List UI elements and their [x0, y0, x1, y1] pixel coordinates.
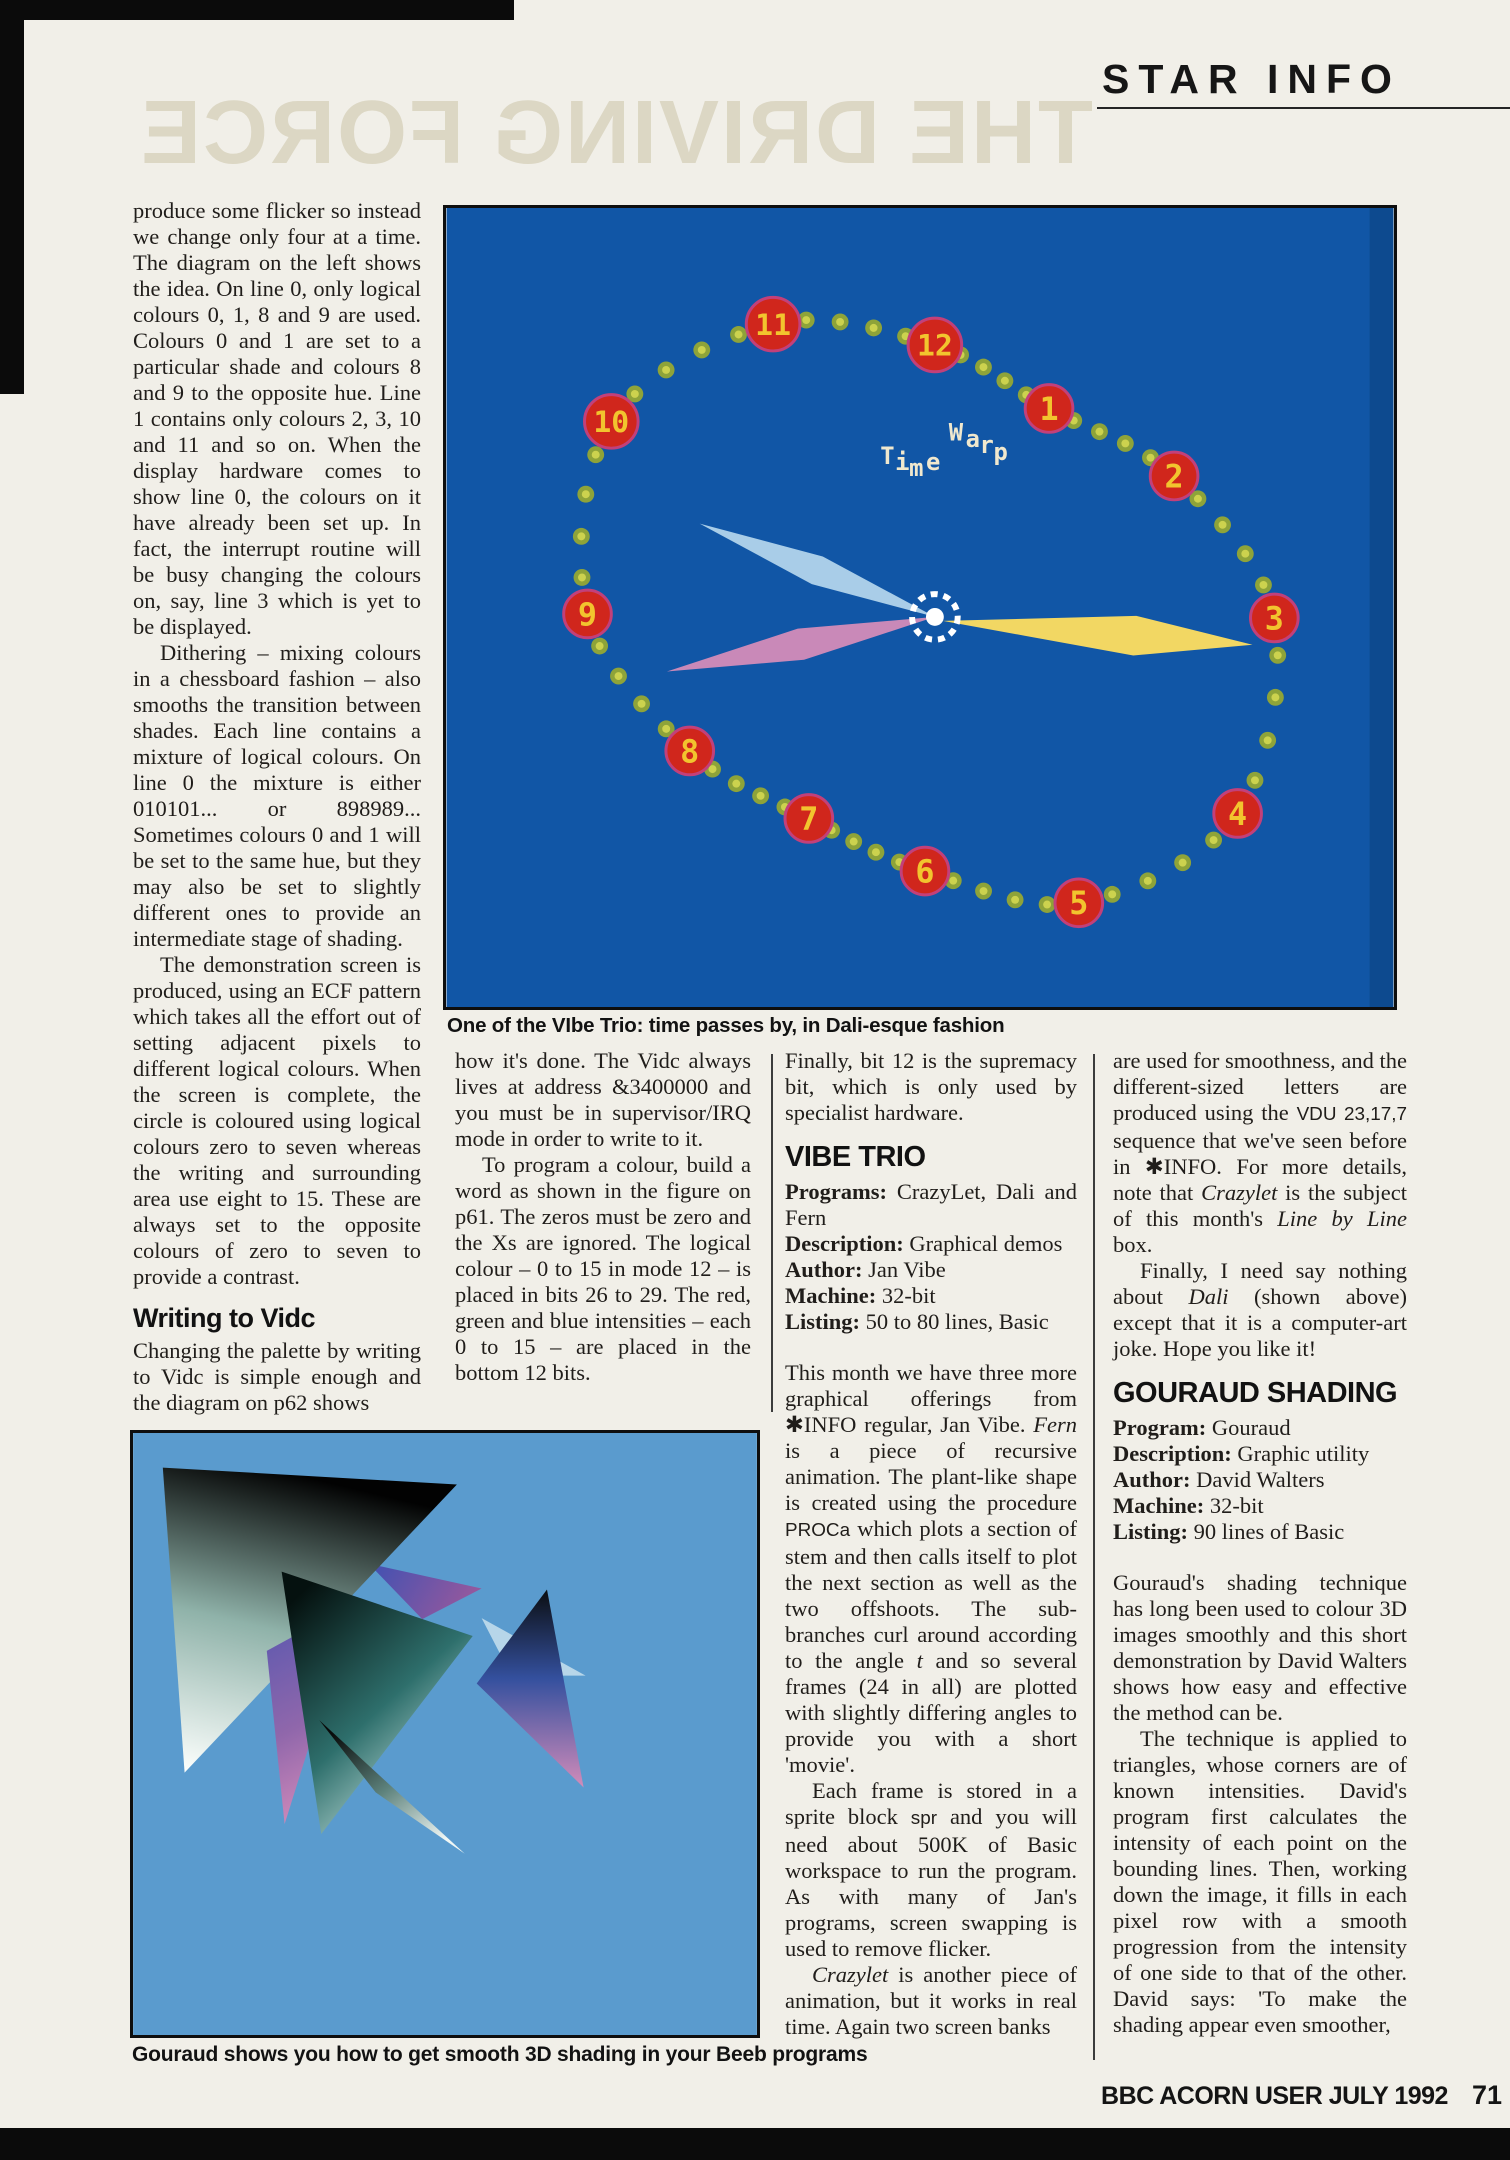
writing-to-vidc-heading: Writing to Vidc [133, 1303, 316, 1333]
clock-numeral: 12 [916, 328, 953, 364]
vibe-column [785, 1048, 1077, 2040]
magazine-title: BBC ACORN USER JULY 1992 [1101, 2082, 1448, 2110]
time-warp-letter: e [925, 448, 941, 477]
clock-numeral: 1 [1039, 391, 1059, 428]
dali-clock-image [443, 205, 1397, 1010]
left-column-text-2: Changing the palette by writing to Vidc is simple enough and the diagram on p62 shows [133, 1338, 421, 1415]
middle-column-text: how it's done. The Vidc always lives at address &3400000 and you must be in supervisor/IRQ mode in order to write to it. To program a colour, build a word as shown in the figure on p61. The zeros must be zero and the Xs are ignored. The logical colour – 0 to 15 in mode 12 – is placed in bits 26 to 29. The red, green and blue intensities – each 0 to 15 – are placed in the bottom 12 bits. [455, 1048, 751, 1385]
scan-edge-top [0, 0, 514, 20]
right-column-text-2: Gouraud's shading technique has long been used to colour 3D images smoothly and this short demonstration by David Walters shows how easy and effective the method can be. The technique is applied to triangles, whose corners are of known intensities. David's program first calculates the intensity of each point on the bounding lines. Then, working down the image, it fills in each pixel row with a smooth progression from the intensity of one side to that of the other. David says: 'To make the shading appear even smoother, [1113, 1570, 1407, 2037]
section-header: STAR INFO [1102, 56, 1401, 102]
gouraud-shading-heading: GOURAUD SHADING [1113, 1377, 1398, 1409]
clock-numeral: 7 [799, 801, 819, 838]
vibe-column-text-2: This month we have three more graphical offerings from ✱INFO regular, Jan Vibe. Fern is a piece of recursive animation. The plant-like shape is created using the procedure PROCa which plots a section of stem and then calls itself to plot the next section as well as the two offshoots. The sub-branches curl around according to the angle t and so several frames (24 in all) are plotted with slightly differing angles to provide you with a short 'movie'. Each frame is stored in a sprite block spr and you will need about 500K of Basic workspace to run the program. As with many of Jan's programs, screen swapping is used to remove flicker. Crazylet is another piece of animation, but it works in real time. Again two screen banks [785, 1360, 1077, 2039]
vibe-info-block: Programs: CrazyLet, Dali and Fern Description: Graphical demos Author: Jan Vibe Machine: 32-bit Listing: 50 to 80 lines, Basic [785, 1179, 1077, 1334]
clock-numeral: 2 [1164, 459, 1184, 496]
scan-edge-bottom [0, 2128, 1510, 2160]
page-footer [1101, 2080, 1502, 2111]
clock-caption: One of the VIbe Trio: time passes by, in Dali-esque fashion [447, 1014, 1005, 1037]
clock-numeral: 5 [1069, 886, 1089, 923]
clock-numeral: 8 [680, 734, 700, 771]
left-column [133, 198, 421, 1416]
right-column [1113, 1048, 1407, 2038]
left-column-text: produce some flicker so instead we change only four at a time. The diagram on the left shows the idea. On line 0, only logical colours 0, 1, 8 and 9 are used. Colours 0 and 1 are set to a particular shade and colours 8 and 9 to the opposite hue. Line 1 contains only colours 2, 3, 10 and 11 and so on. When the display hardware comes to show line 0, the colours on it have already been set up. In fact, the interrupt routine will be busy changing the colours on, say, line 3 which is yet to be displayed. Dithering – mixing colours in a chessboard fashion – also smooths the transition between shades. Each line contains a mixture of logical colours. On line 0 the mixture is either 010101... or 898989... Sometimes colours 0 and 1 will be set to the same hue, but they may also be set to slightly different ones to provide an intermediate stage of shading. The demonstration screen is produced, using an ECF pattern which takes all the effort out of setting adjacent pixels to different logical colours. When the screen is complete, the circle is coloured using logical colours zero to seven whereas the writing and surrounding area use eight to 15. These are always set to the opposite colours of zero to seven to provide a contrast. [133, 198, 421, 1289]
time-warp-letter: m [909, 453, 924, 482]
clock-numeral: 3 [1264, 601, 1284, 638]
gouraud-caption: Gouraud shows you how to get smooth 3D shading in your Beeb programs [132, 2043, 868, 2066]
right-column-text: are used for smoothness, and the different-sized letters are produced using the VDU 23,17,7 sequence that we've seen before in ✱INFO. For more details, note that Crazylet is the subject of this month's Line by Line box. Finally, I need say nothing about Dali (shown above) except that it is a computer-art joke. Hope you like it! [1113, 1048, 1407, 1361]
time-warp-letter: a [965, 425, 981, 454]
vibe-column-text: Finally, bit 12 is the supremacy bit, which is only used by specialist hardware. [785, 1048, 1077, 1125]
clock-numeral: 6 [915, 854, 935, 891]
gouraud-info-block: Program: Gouraud Description: Graphic utility Author: David Walters Machine: 32-bit Listing: 90 lines of Basic [1113, 1415, 1370, 1544]
clock-numeral: 9 [577, 597, 598, 634]
clock-numeral: 4 [1228, 796, 1248, 833]
ghost-text: THE DRIVING FORCE [138, 83, 1093, 183]
scan-edge-left [0, 0, 24, 394]
time-warp-letter: r [979, 431, 994, 460]
time-warp-letter: p [993, 438, 1008, 467]
clock-numeral: 11 [755, 307, 792, 343]
time-warp-letter: T [880, 442, 895, 471]
time-warp-letter: W [948, 418, 964, 447]
gouraud-demo-image [130, 1430, 760, 2038]
time-warp-letter: i [895, 448, 910, 477]
clock-numeral: 10 [593, 405, 630, 441]
middle-column [455, 1048, 751, 1386]
column-divider-2 [1093, 1054, 1095, 2060]
column-divider-1 [771, 1054, 773, 1412]
page-number: 71 [1471, 2080, 1502, 2110]
header-rule [1097, 107, 1510, 109]
vibe-trio-heading: VIBE TRIO [785, 1141, 926, 1173]
